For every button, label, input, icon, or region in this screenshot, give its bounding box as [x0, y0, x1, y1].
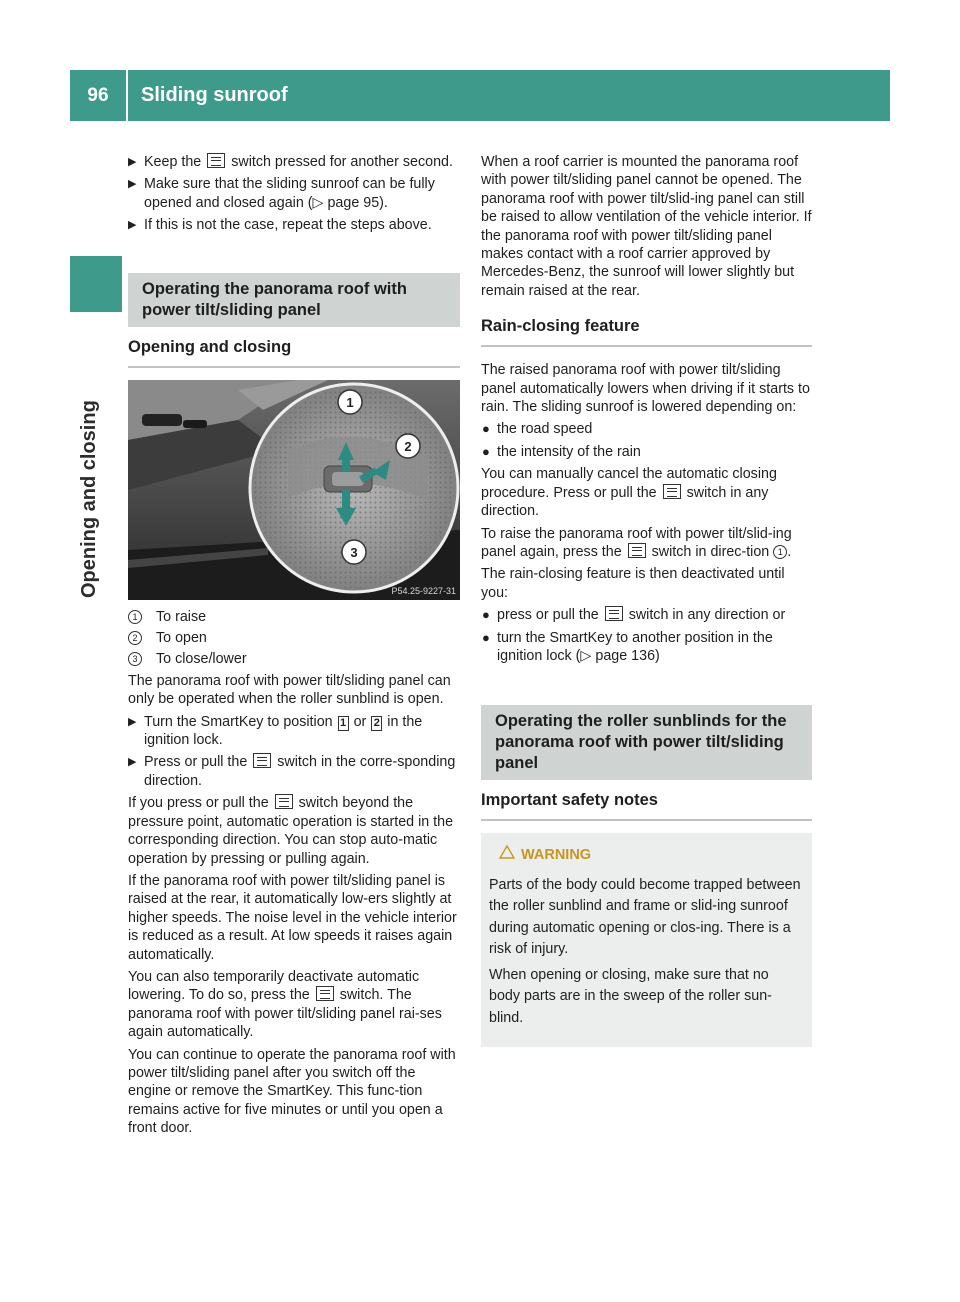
switch-icon — [663, 484, 681, 499]
legend-open: 2 To open — [128, 629, 460, 647]
callout-1: 1 — [346, 394, 354, 410]
step-arrow-icon: ▶ — [128, 178, 137, 191]
page-title: Sliding sunroof — [141, 84, 288, 106]
number-circle-icon: 3 — [128, 652, 142, 666]
callout-2: 2 — [404, 438, 412, 454]
step-repeat: ▶ If this is not the case, repeat the steps above. — [128, 217, 432, 234]
warning-title: WARNING — [489, 845, 802, 867]
subheading-opening-closing: Opening and closing — [128, 337, 460, 368]
step-turn-key: ▶ Turn the SmartKey to position 1 or 2 in the ignition lock. — [128, 713, 423, 749]
bullet-icon: ● — [482, 443, 490, 459]
paragraph: If the panorama roof with power tilt/sliding panel is raised at the rear, it automatically low-ers slightly at higher speeds. The noise level in the vehicle interior is reduced as a result. At low speeds it raises again automatically. — [128, 872, 457, 963]
bullet-icon: ● — [482, 607, 490, 623]
paragraph: You can manually cancel the automatic closing procedure. Press or pull the switch in any direction. — [481, 466, 777, 520]
chapter-label: Opening and closing — [78, 400, 100, 598]
left-column — [128, 153, 460, 1142]
page-header — [70, 70, 890, 121]
subheading-safety-notes: Important safety notes — [481, 790, 812, 821]
warning-text: When opening or closing, make sure that no body parts are in the sweep of the roller sun-blind. — [489, 966, 772, 1026]
step-arrow-icon: ▶ — [128, 219, 137, 232]
paragraph: You can also temporarily deactivate automatic lowering. To do so, press the switch. The panorama roof with power tilt/sliding panel rai-ses again automatically. — [128, 968, 442, 1041]
callout-3: 3 — [350, 544, 358, 560]
right-column — [481, 153, 812, 1047]
key-position-1: 1 — [338, 716, 349, 731]
step-arrow-icon: ▶ — [128, 156, 137, 168]
list-item: ● the road speed — [482, 421, 593, 438]
paragraph: The rain-closing feature is then deactivated until you: — [481, 566, 785, 601]
list-item: ● turn the SmartKey to another position in the ignition lock (▷ page 136) — [482, 629, 773, 664]
step-keep-pressed: ▶ Keep the switch pressed for another second. — [128, 154, 453, 170]
section-title-roller-sunblinds: Operating the roller sunblinds for the panorama roof with power tilt/sliding panel — [481, 705, 812, 780]
switch-icon — [253, 753, 271, 768]
number-circle-icon: 1 — [128, 610, 142, 624]
overhead-control-photo — [128, 380, 460, 600]
list-item: ● press or pull the switch in any direction or — [482, 607, 786, 624]
warning-box — [481, 833, 812, 1047]
number-circle-icon: 2 — [128, 631, 142, 645]
step-press-switch: ▶ Press or pull the switch in the corre-sponding direction. — [128, 754, 456, 789]
page-number: 96 — [87, 85, 109, 106]
subheading-rain-closing: Rain-closing feature — [481, 316, 812, 347]
chapter-tab — [70, 256, 122, 312]
header-divider — [126, 70, 128, 121]
image-code: P54.25-9227-31 — [391, 585, 456, 596]
bullet-icon: ● — [482, 629, 490, 645]
paragraph: If you press or pull the switch beyond the pressure point, automatic operation is started in the corresponding direction. You can stop auto-matic operation by pressing or pulling again. — [128, 795, 454, 867]
paragraph: You can continue to operate the panorama roof with power tilt/sliding panel after you switch off the engine or remove the SmartKey. This func-tion remains active for five minutes or until you open a front door. — [128, 1046, 456, 1137]
legend-raise: 1 To raise — [128, 608, 460, 626]
switch-icon — [628, 543, 646, 558]
step-arrow-icon: ▶ — [128, 715, 137, 728]
warning-text: Parts of the body could become trapped between the roller sunblind and frame or slid-ing sunroof during automatic opening or clos-ing. There is a risk of injury. — [489, 876, 801, 958]
bullet-icon: ● — [482, 421, 490, 437]
paragraph: The panorama roof with power tilt/sliding panel can only be operated when the roller sunblind is open. — [128, 672, 451, 708]
switch-icon — [316, 986, 334, 1001]
paragraph: The raised panorama roof with power tilt/sliding panel automatically lowers when driving if it starts to rain. The sliding sunroof is lowered depending on: — [481, 362, 810, 416]
legend-close: 3 To close/lower — [128, 650, 460, 668]
number-circle-icon: 1 — [773, 545, 787, 559]
step-arrow-icon: ▶ — [128, 756, 137, 769]
switch-icon — [207, 153, 225, 168]
paragraph: To raise the panorama roof with power tilt/slid-ing panel again, press the switch in direc-tion 1 . — [481, 525, 792, 560]
paragraph: When a roof carrier is mounted the panorama roof with power tilt/sliding panel cannot be opened. The panorama roof with power tilt/slid-ing panel can still be raised to allow ventilation of the vehicle interior. If the panorama roof with power tilt/sliding panel makes contact with a roof carrier approved by Mercedes-Benz, the sunroof will lower slightly but remain raised at the rear. — [481, 154, 812, 299]
key-position-2: 2 — [371, 716, 382, 731]
warning-icon — [499, 845, 515, 867]
list-item: ● the intensity of the rain — [482, 443, 641, 460]
step-check-sunroof: ▶ Make sure that the sliding sunroof can be fully opened and closed again (▷ page 95). — [128, 176, 435, 211]
switch-icon — [275, 794, 293, 809]
section-title-panorama: Operating the panorama roof with power tilt/sliding panel — [128, 273, 460, 327]
switch-icon — [605, 606, 623, 621]
